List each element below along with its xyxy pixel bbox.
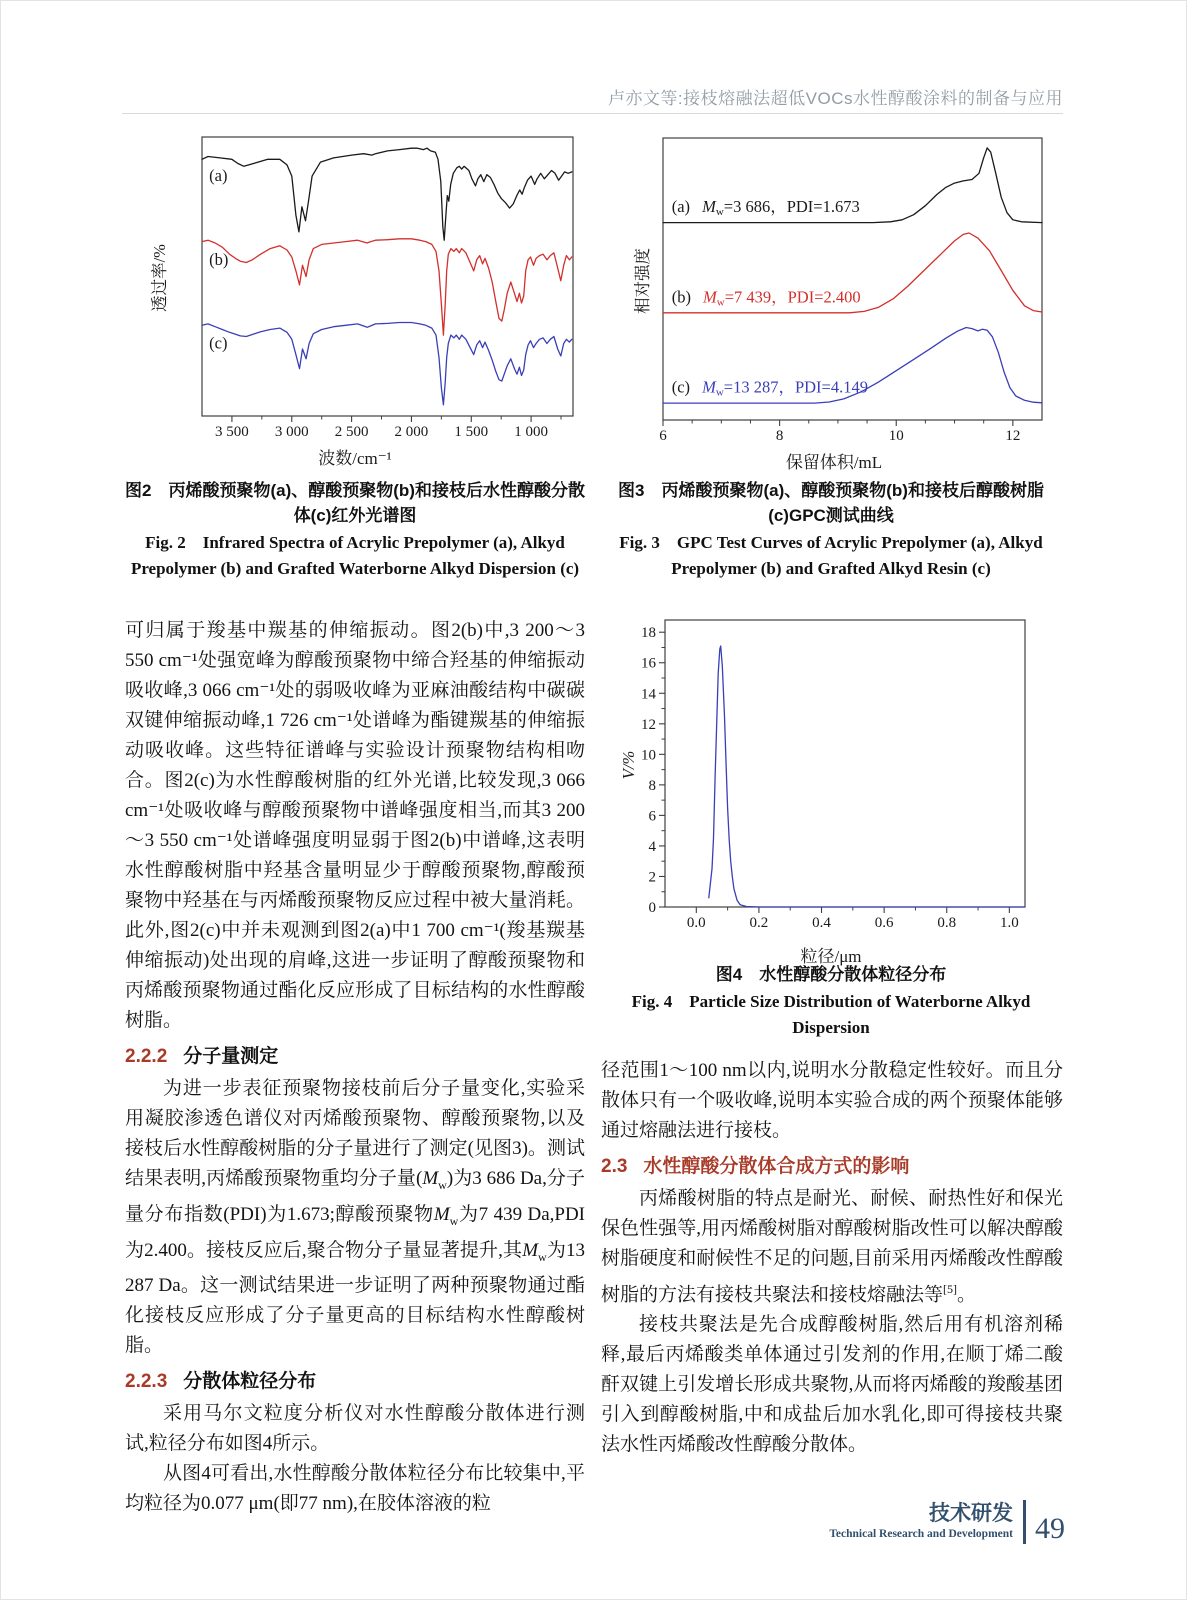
left-text-column [125, 616, 585, 1519]
figure4-particle-size-distribution [600, 598, 1062, 970]
svg-text:0.8: 0.8 [937, 915, 957, 931]
figure4-chart [600, 598, 1062, 940]
figure4-caption [600, 962, 1062, 1041]
svg-text:1 500: 1 500 [454, 424, 489, 440]
svg-text:(c)Mw=13 287，PDI=4.149: (c) Mw=13 287，PDI=4.149 [671, 377, 868, 399]
section-number: 2.3 [601, 1156, 628, 1177]
figure3-caption [598, 478, 1064, 582]
figure2-ir-spectra [125, 128, 585, 474]
svg-text:16: 16 [641, 655, 656, 672]
paragraph-particle-test: 采用马尔文粒度分析仪对水性醇酸分散体进行测试,粒径分布如图4所示。 [125, 1403, 585, 1455]
section-title: 水性醇酸分散体合成方式的影响 [643, 1156, 910, 1177]
header-running-title: 卢亦文等:接枝熔融法超低VOCs水性醇酸涂料的制备与应用 [607, 89, 1063, 108]
right-text-column [601, 1056, 1063, 1460]
svg-text:18: 18 [641, 625, 656, 642]
svg-text:0.0: 0.0 [686, 915, 706, 931]
figure3-y-axis-label: 相对强度 [633, 248, 652, 314]
section-heading-2-3 [601, 1152, 1063, 1182]
svg-text:0.2: 0.2 [749, 915, 769, 931]
svg-text:14: 14 [641, 686, 656, 703]
svg-text:8: 8 [648, 777, 656, 794]
figure2-caption-cn: 图2 丙烯酸预聚物(a)、醇酸预聚物(b)和接枝后水性醇酸分散体(c)红外光谱图 [125, 481, 585, 525]
svg-text:1.0: 1.0 [999, 915, 1019, 931]
paragraph-molecular-weight: 为进一步表征预聚物接枝前后分子量变化,实验采用凝胶渗透色谱仪对丙烯酸预聚物、醇酸预聚物,以及接枝后水性醇酸树脂的分子量进行了测定(见图3)。测试结果表明,丙烯酸预聚物重均分子量$(M_w)$为3 686 Da,分子量分布指数(PDI)为1.673;醇酸预聚物$M_w$为7 439 Da,PDI为2.400。接枝反应后,聚合物分子量显著提升,其$M_w$为13 287 Da。这一测试结果进一步证明了两种预聚物通过酯化接枝反应形成了分子量更高的目标结构水性醇酸树脂。 [125, 1078, 586, 1357]
footer-page-number: 49 [1035, 1512, 1065, 1545]
figure3-gpc-curves [605, 128, 1063, 474]
svg-text:0: 0 [648, 900, 656, 916]
svg-text:12: 12 [641, 716, 656, 733]
section-title: 分子量测定 [183, 1046, 279, 1067]
svg-text:8: 8 [775, 428, 784, 444]
svg-text:(c): (c) [209, 333, 228, 353]
svg-text:1 000: 1 000 [514, 424, 548, 440]
section-number: 2.2.3 [125, 1371, 168, 1393]
svg-text:2 500: 2 500 [334, 424, 369, 440]
svg-text:(b)Mw=7 439，PDI=2.400: (b) Mw=7 439，PDI=2.400 [671, 287, 861, 309]
footer-divider [1023, 1500, 1026, 1544]
section-heading-2-2-3 [125, 1367, 585, 1397]
figure4-y-axis-label: V/% [619, 750, 638, 780]
svg-text:0.4: 0.4 [812, 915, 831, 931]
svg-text:2: 2 [648, 869, 656, 886]
section-heading-2-2-2 [125, 1042, 585, 1072]
paragraph-dispersion-stability: 径范围1～100 nm以内,说明水分散稳定性较好。而且分散体只有一个吸收峰,说明本实验合成的两个预聚体能够通过熔融法进行接枝。 [601, 1060, 1063, 1141]
footer-section-labels [829, 1502, 1013, 1542]
footer-section-en: Technical Research and Development [829, 1528, 1013, 1540]
figure2-caption [125, 478, 585, 582]
paragraph-graft-copolymerization: 接枝共聚法是先合成醇酸树脂,然后用有机溶剂稀释,最后丙烯酸类单体通过引发剂的作用,在顺丁烯二酸酐双键上引发增长形成共聚物,从而将丙烯酸的羧酸基团引入到醇酸树脂,中和成盐后加水乳化,即可得接枝共聚法水性丙烯酸改性醇酸分散体。 [601, 1314, 1063, 1456]
svg-text:6: 6 [659, 428, 667, 444]
svg-text:4: 4 [648, 838, 656, 855]
figure2-y-axis-label: 透过率/% [150, 244, 169, 312]
figure3-caption-cn: 图3 丙烯酸预聚物(a)、醇酸预聚物(b)和接枝后醇酸树脂(c)GPC测试曲线 [618, 481, 1044, 525]
figure3-caption-en: Fig. 3 GPC Test Curves of Acrylic Prepolymer (a), Alkyd Prepolymer (b) and Grafted Alkyd Resin (c) [619, 533, 1043, 578]
figure2-chart [125, 128, 585, 440]
svg-text:2 000: 2 000 [394, 424, 429, 440]
page-footer [829, 1500, 1065, 1544]
figure4-caption-en: Fig. 4 Particle Size Distribution of Waterborne Alkyd Dispersion [631, 992, 1031, 1037]
paragraph-acrylic-modification: 丙烯酸树脂的特点是耐光、耐候、耐热性好和保光保色性强等,用丙烯酸树脂对醇酸树脂改性可以解决醇酸树脂硬度和耐候性不足的问题,目前采用丙烯酸改性醇酸树脂的方法有接枝共聚法和接枝熔融法等[5]。 [601, 1188, 1063, 1306]
figure2-caption-en: Fig. 2 Infrared Spectra of Acrylic Prepolymer (a), Alkyd Prepolymer (b) and Grafted Waterborne Alkyd Dispersion (c) [130, 533, 580, 578]
paragraph-particle-result: 从图4可看出,水性醇酸分散体粒径分布比较集中,平均粒径为0.077 μm(即77 nm),在胶体溶液的粒 [125, 1463, 585, 1515]
header-rule [122, 113, 1063, 114]
svg-text:12: 12 [1005, 428, 1021, 444]
figure3-chart [605, 128, 1063, 444]
svg-text:10: 10 [888, 428, 904, 444]
figure4-caption-cn: 图4 水性醇酸分散体粒径分布 [715, 965, 947, 984]
svg-text:(a)Mw=3 686，PDI=1.673: (a) Mw=3 686，PDI=1.673 [671, 197, 860, 219]
section-number: 2.2.2 [125, 1046, 168, 1067]
svg-text:6: 6 [648, 808, 656, 825]
footer-section-cn: 技术研发 [929, 1502, 1013, 1525]
svg-text:3 500: 3 500 [215, 424, 249, 440]
paragraph-ir-discussion: 可归属于羧基中羰基的伸缩振动。图2(b)中,3 200～3 550 cm⁻¹处强宽峰为醇酸预聚物中缔合羟基的伸缩振动吸收峰,3 066 cm⁻¹处的弱吸收峰为亚麻油酸结构中碳碳双键伸缩振动峰,1 726 cm⁻¹处谱峰为酯键羰基的伸缩振动吸收峰。这些特征谱峰与实验设计预聚物结构相吻合。图2(c)为水性醇酸树脂的红外光谱,比较发现,3 066 cm⁻¹处吸收峰与醇酸预聚物中谱峰强度相当,而其3 200～3 550 cm⁻¹处谱峰强度明显弱于图2(b)中谱峰,这表明水性醇酸树脂中羟基含量明显少于醇酸预聚物,醇酸预聚物中羟基在与丙烯酸预聚物反应过程中被大量消耗。此外,图2(c)中并未观测到图2(a)中1 700 cm⁻¹(羧基羰基伸缩振动)处出现的肩峰,这进一步证明了醇酸预聚物和丙烯酸预聚物通过酯化反应形成了目标结构的水性醇酸树脂。 [125, 620, 585, 1031]
figure3-x-axis-label: 保留体积/mL [785, 453, 883, 472]
figure4-x-axis-label: 粒径/μm [800, 947, 862, 966]
svg-text:3 000: 3 000 [274, 424, 309, 440]
svg-text:0.6: 0.6 [874, 915, 894, 931]
figure2-x-axis-label: 波数/cm⁻¹ [318, 449, 392, 468]
svg-text:(b): (b) [209, 249, 229, 269]
svg-text:(a): (a) [209, 166, 228, 186]
svg-text:10: 10 [641, 747, 656, 764]
section-title: 分散体粒径分布 [183, 1371, 317, 1393]
